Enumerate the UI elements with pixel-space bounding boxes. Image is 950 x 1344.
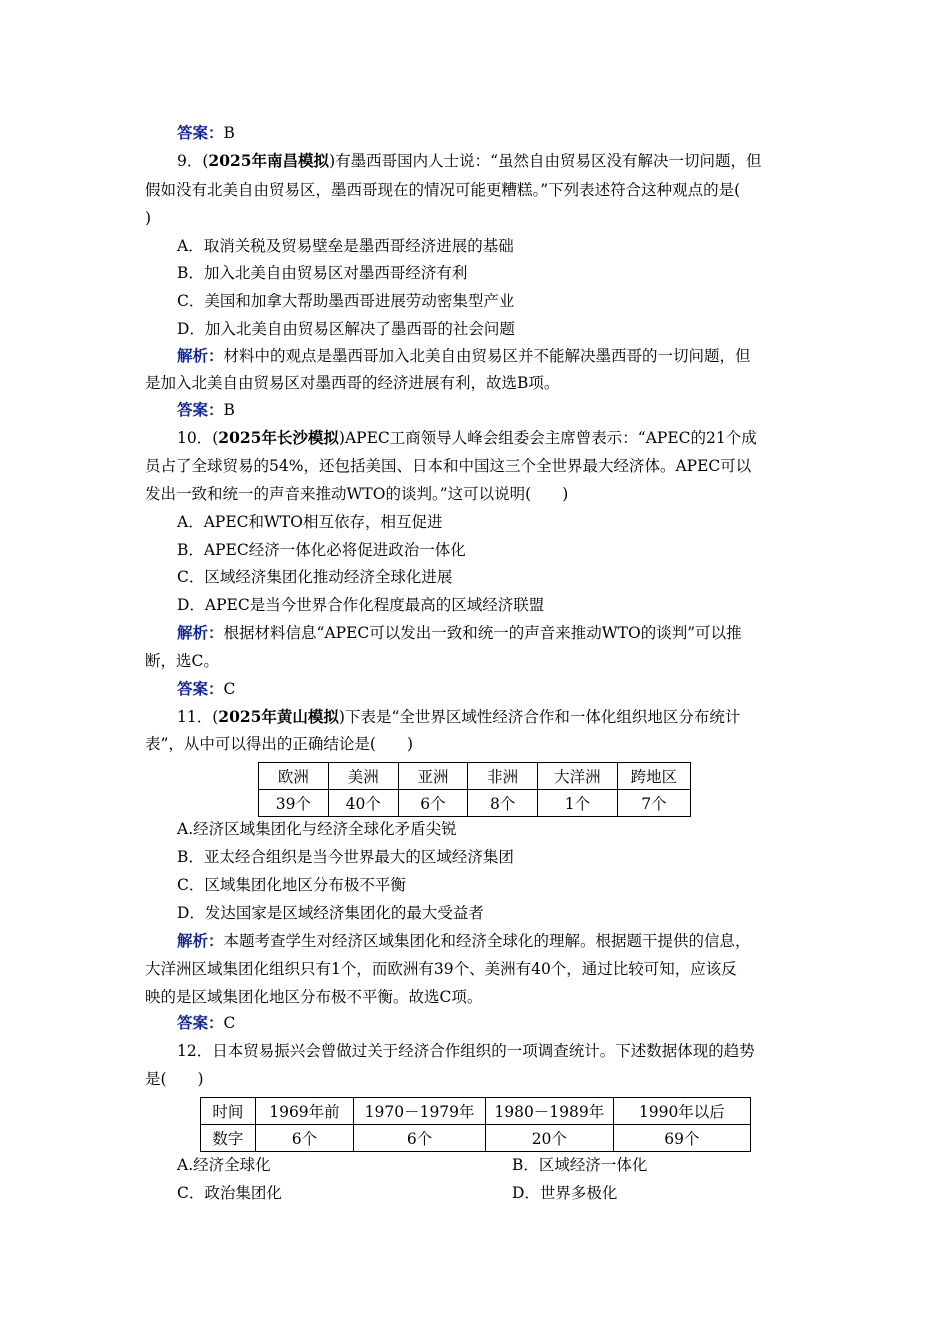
q9-answer-value: B [223,401,235,419]
q10-text: )APEC工商领导人峰会组委会主席曾表示：“APEC的21个成 [338,429,757,447]
table-cell: 69个 [613,1125,750,1152]
q12-line2: 是( ) [145,1070,204,1088]
table-row [259,763,691,790]
q9-line3: ) [145,209,152,227]
table-cell: 美洲 [328,763,398,790]
table-cell: 数字 [201,1125,256,1152]
q10-analysis-line1 [0,623,950,643]
q12-option-c: C．政治集团化 [177,1184,282,1202]
table-cell: 40个 [328,790,398,817]
q10-source: 2025年长沙模拟 [218,428,339,447]
answer-line [0,123,950,143]
table-cell: 1969年前 [255,1098,354,1125]
analysis-label: 解析： [177,623,224,642]
q11-analysis-text: 本题考查学生对经济区域集团化和经济全球化的理解。根据题干提供的信息， [223,932,751,950]
table-cell: 8个 [468,790,538,817]
table-cell: 7个 [617,790,690,817]
answer-label: 答案： [177,123,224,142]
q10-answer-value: C [223,680,236,698]
q9-analysis-line2: 是加入北美自由贸易区对墨西哥的经济进展有利，故选B项。 [145,374,560,392]
q12-option-b: B．区域经济一体化 [512,1156,648,1174]
q9-analysis-text: 材料中的观点是墨西哥加入北美自由贸易区并不能解决墨西哥的一切问题，但 [223,347,751,365]
q12-option-d: D．世界多极化 [512,1184,618,1202]
q9-line2: 假如没有北美自由贸易区，墨西哥现在的情况可能更糟糕。”下列表述符合这种观点的是( [145,181,741,199]
q10-line3: 发出一致和统一的声音来推动WTO的谈判。”这可以说明( ) [145,485,569,503]
table-cell: 6个 [398,790,468,817]
table-cell: 大洋洲 [537,763,617,790]
q9-option-a: A．取消关税及贸易壁垒是墨西哥经济进展的基础 [177,237,514,255]
answer-label: 答案： [177,400,224,419]
q11-line1 [0,707,950,727]
q11-answer-value: C [223,1014,236,1032]
q10-analysis-line2: 断，选C。 [145,652,219,670]
q10-analysis-text: 根据材料信息“APEC可以发出一致和统一的声音来推动WTO的谈判”可以推 [223,624,742,642]
q11-answer-line [0,1013,950,1033]
q9-option-c: C．美国和加拿大帮助墨西哥进展劳动密集型产业 [177,292,515,310]
table-row [201,1125,751,1152]
table-cell: 跨地区 [617,763,690,790]
q11-text: )下表是“全世界区域性经济合作和一体化组织地区分布统计 [338,708,741,726]
analysis-label: 解析： [177,931,224,950]
table-cell: 1990年以后 [613,1098,750,1125]
table-cell: 1个 [537,790,617,817]
analysis-label: 解析： [177,346,224,365]
q9-analysis-line1 [0,346,950,366]
table-cell: 6个 [354,1125,486,1152]
q10-option-d: D．APEC是当今世界合作化程度最高的区域经济联盟 [177,596,545,614]
answer-label: 答案： [177,1013,224,1032]
table-cell: 20个 [485,1125,613,1152]
q9-text: )有墨西哥国内人士说：“虽然自由贸易区没有解决一切问题，但 [329,152,762,170]
q11-option-b: B．亚太经合组织是当今世界最大的区域经济集团 [177,848,514,866]
q11-source: 2025年黄山模拟 [218,707,339,726]
q9-answer-line [0,400,950,420]
table-cell: 39个 [259,790,329,817]
q11-number: 11．( [177,708,219,726]
q11-analysis-line1 [0,931,950,951]
q10-answer-line [0,679,950,699]
q9-line1 [145,151,805,171]
q11-option-d: D．发达国家是区域经济集团化的最大受益者 [177,904,484,922]
q9-option-b: B．加入北美自由贸易区对墨西哥经济有利 [177,264,468,282]
table-cell: 欧洲 [259,763,329,790]
table-cell: 时间 [201,1098,256,1125]
q9-number: 9．( [177,152,209,170]
q12-option-a: A.经济全球化 [177,1156,271,1174]
q10-number: 10．( [177,429,219,447]
q10-option-c: C．区域经济集团化推动经济全球化进展 [177,568,453,586]
answer-label: 答案： [177,679,224,698]
table-row [201,1098,751,1125]
table-cell: 1980－1989年 [485,1098,613,1125]
table-cell: 6个 [255,1125,354,1152]
q9-source: 2025年南昌模拟 [208,151,330,170]
q9-option-d: D．加入北美自由贸易区解决了墨西哥的社会问题 [177,320,515,338]
q11-region-table [258,762,691,817]
q10-line2: 员占了全球贸易的54%，还包括美国、日本和中国这三个全世界最大经济体。APEC可以 [145,457,752,475]
q12-trend-table [200,1097,751,1152]
q10-option-b: B．APEC经济一体化必将促进政治一体化 [177,541,466,559]
table-cell: 1970－1979年 [354,1098,486,1125]
q11-option-c: C．区域集团化地区分布极不平衡 [177,876,406,894]
q11-analysis-line3: 映的是区域集团化地区分布极不平衡。故选C项。 [145,988,483,1006]
q11-option-a: A.经济区域集团化与经济全球化矛盾尖锐 [177,820,457,838]
table-cell: 亚洲 [398,763,468,790]
q10-option-a: A．APEC和WTO相互依存，相互促进 [177,513,443,531]
table-cell: 非洲 [468,763,538,790]
q11-analysis-line2: 大洋洲区域集团化组织只有1个，而欧洲有39个、美洲有40个，通过比较可知，应该反 [145,960,737,978]
q11-line2: 表”，从中可以得出的正确结论是( ) [145,735,414,753]
q10-line1 [0,428,950,448]
answer-value: B [223,124,235,142]
q12-line1: 12．日本贸易振兴会曾做过关于经济合作组织的一项调查统计。下述数据体现的趋势 [177,1042,755,1060]
table-row [259,790,691,817]
